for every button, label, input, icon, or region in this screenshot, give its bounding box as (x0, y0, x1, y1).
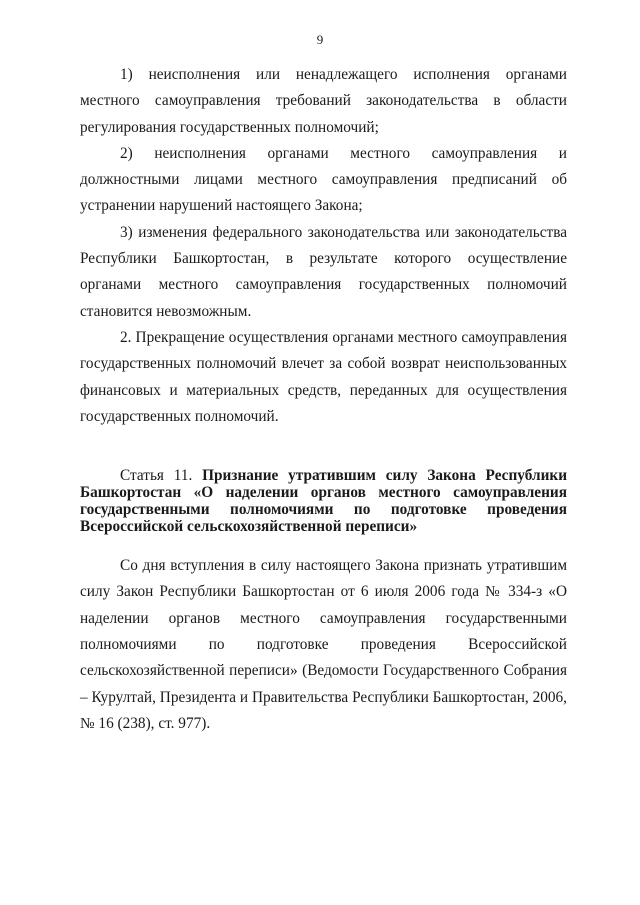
article-11-heading (80, 467, 567, 535)
article-11-title: Признание утратившим силу Закона Республики Башкортостан «О наделении органов местного самоуправления государственными полномочиями по подготовке проведения Всероссийской сельскохозяйственной переписи» (80, 467, 568, 536)
page-number: 9 (316, 32, 324, 47)
article-11-prefix: Статья 11. (120, 467, 193, 485)
list-item-2: 2) неисполнения органами местного самоуправления и должностными лицами местного самоуправления предписаний об устранении нарушений настоящего Закона; (80, 144, 567, 215)
list-item-3: 3) изменения федерального законодательства или законодательства Республики Башкортостан, в результате которого осуществление органами местного самоуправления государственных полномочий становится невозможным. (80, 223, 567, 320)
paragraph-2: 2. Прекращение осуществления органами местного самоуправления государственных полномочий влечет за собой возврат неиспользованных финансовых и материальных средств, переданных для осуществления государственных полномочий. (80, 328, 567, 425)
document-body (80, 62, 567, 737)
list-item-1: 1) неисполнения или ненадлежащего исполнения органами местного самоуправления требований законодательства в области регулирования государственных полномочий; (80, 66, 567, 136)
article-11-body: Со дня вступления в силу настоящего Закона признать утратившим силу Закон Республики Башкортостан от 6 июля 2006 года № 334-з «О наделении органов местного самоуправления государственными полномочиями по подготовке проведения Всероссийской сельскохозяйственной переписи» (Ведомости Государственного Собрания – Курултай, Президента и Правительства Республики Башкортостан, 2006, № 16 (238), ст. 977). (80, 557, 567, 732)
